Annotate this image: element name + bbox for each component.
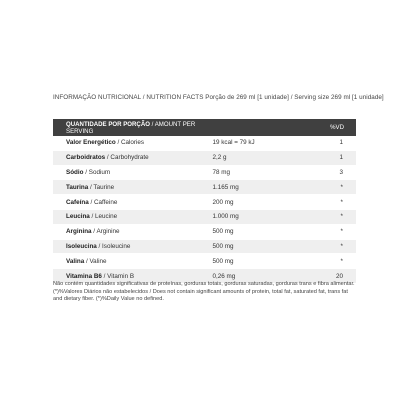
nutrient-name: [53, 165, 213, 180]
nutrient-name: [53, 209, 213, 224]
nutrient-name-pt: Sódio: [66, 168, 84, 176]
nutrient-quantity: 1.165 mg: [213, 180, 318, 195]
nutrient-name-en: / Sodium: [83, 168, 111, 176]
nutrient-name-en: / Caffeine: [88, 198, 118, 206]
nutrient-quantity: 500 mg: [212, 257, 234, 265]
nutrient-name-en: / Calories: [115, 139, 145, 147]
header-vd: %VD: [330, 124, 344, 131]
header-amount-per-serving: [53, 119, 213, 136]
table-body: [53, 136, 356, 283]
nutrition-table: [53, 119, 356, 284]
nutrient-name-pt: Vitamina B6: [66, 272, 102, 280]
nutrient-name-pt: Valor Energético: [66, 139, 116, 147]
nutrient-quantity: 19 kcal = 79 kJ: [212, 139, 255, 147]
nutrient-name-en: / Carbohydrate: [105, 154, 149, 162]
table-row: [53, 239, 356, 254]
nutrient-name: [53, 239, 213, 254]
nutrient-name-en: / Isoleucine: [96, 242, 131, 250]
nutrient-quantity: 0,26 mg: [213, 269, 318, 284]
nutrient-quantity: 2,2 g: [213, 150, 318, 165]
table-row: [53, 165, 356, 180]
nutrient-daily-value: 1: [339, 139, 343, 147]
nutrient-daily-value: *: [317, 239, 356, 254]
nutrient-name: [53, 224, 213, 239]
nutrient-quantity: 1.000 mg: [213, 209, 318, 224]
nutrient-name-pt: Taurina: [66, 183, 89, 191]
nutrient-name: [53, 136, 213, 150]
header-qty-spacer: [213, 119, 318, 136]
nutrient-name-en: / Valine: [84, 257, 107, 265]
table-header-row: [53, 119, 356, 136]
nutrient-name-en: / Taurine: [88, 183, 115, 191]
nutrient-quantity: 78 mg: [212, 168, 231, 176]
nutrient-name: [53, 195, 213, 210]
table-row: [53, 224, 356, 239]
nutrient-name-pt: Leucina: [66, 213, 90, 221]
nutrient-quantity: 200 mg: [212, 198, 234, 206]
nutrient-name: [53, 150, 213, 165]
table-row: [53, 195, 356, 210]
nutrient-name-en: / Arginine: [91, 228, 120, 236]
nutrient-quantity: 500 mg: [212, 228, 234, 236]
nutrient-quantity: 500 mg: [213, 239, 318, 254]
nutrient-name-pt: Arginina: [66, 228, 92, 236]
nutrient-name: [53, 254, 213, 269]
footnote: Não contém quantidades significativas de proteínas, gorduras totais, gorduras saturadas, gorduras trans e fibra alimentar. (*)%Valores Diários não estabelecidos / Does not contain significant amounts of protein, total fat, saturated fat, trans fat and dietary fiber. (*)%Daily Value no defined.: [53, 281, 355, 303]
nutrient-name-en: / Vitamin B: [101, 272, 135, 280]
nutrient-daily-value: *: [340, 198, 343, 206]
table-row: [53, 209, 356, 224]
table-row: [53, 254, 356, 269]
nutrient-name-pt: Valina: [66, 257, 85, 265]
table-row: [53, 136, 356, 150]
nutrient-name-pt: Cafeína: [66, 198, 89, 206]
table-row: [53, 180, 356, 195]
header-amount-pt: QUANTIDADE POR PORÇÃO: [66, 120, 150, 128]
nutrient-daily-value: 1: [317, 150, 356, 165]
nutrient-daily-value: 3: [339, 168, 343, 176]
nutrient-name: [53, 180, 213, 195]
header-amount-en: / AMOUNT PER SERVING: [66, 120, 196, 135]
nutrient-daily-value: 20: [317, 269, 356, 284]
table-row: [53, 150, 356, 165]
nutrient-name-en: / Leucine: [89, 213, 118, 221]
nutrient-daily-value: *: [340, 257, 343, 265]
nutrient-daily-value: *: [317, 209, 356, 224]
nutrient-daily-value: *: [317, 180, 356, 195]
nutrient-name-pt: Isoleucina: [66, 242, 97, 250]
nutrition-title: INFORMAÇÃO NUTRICIONAL / NUTRITION FACTS Porção de 269 ml [1 unidade] / Serving size 269 ml [1 unidade]: [53, 94, 384, 101]
nutrient-name-pt: Carboidratos: [66, 154, 106, 162]
nutrient-daily-value: *: [340, 228, 343, 236]
